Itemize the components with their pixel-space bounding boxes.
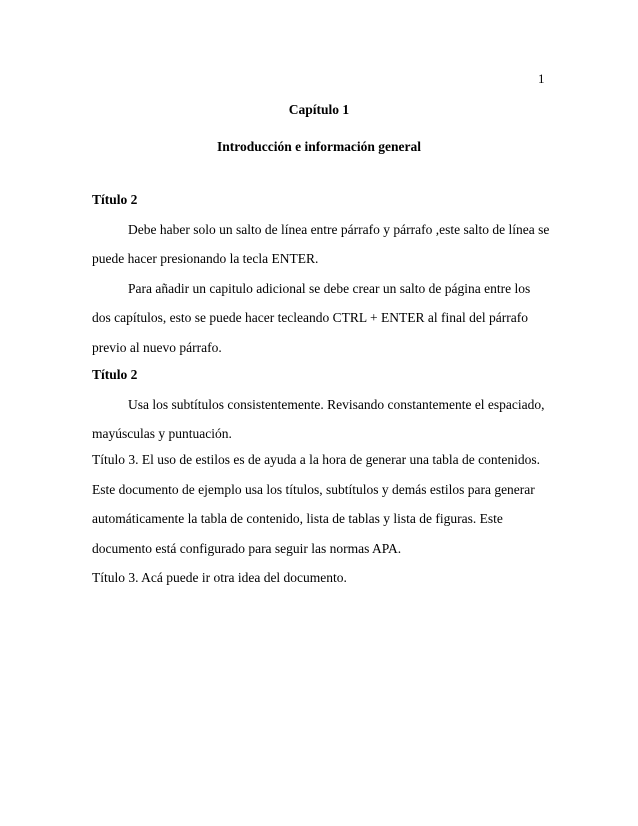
paragraph: Debe haber solo un salto de línea entre párrafo y párrafo ,este salto de línea se puede hacer presionando la tecla ENTER.	[92, 221, 550, 266]
paragraph: Para añadir un capitulo adicional se debe crear un salto de página entre los dos capítulos, esto se puede hacer tecleando CTRL + ENTER al final del párrafo previo al nuevo párrafo.	[92, 280, 531, 355]
chapter-subtitle: Introducción e información general	[216, 139, 422, 154]
paragraph: Título 3. Acá puede ir otra idea del documento.	[92, 570, 347, 585]
section-heading: Título 2	[92, 367, 138, 382]
section-2	[92, 360, 552, 449]
section-1	[92, 185, 552, 362]
section-3	[92, 445, 552, 593]
page-number: 1	[538, 71, 545, 86]
section-heading: Título 2	[92, 192, 138, 207]
chapter-title: Capítulo 1	[288, 102, 350, 117]
paragraph: Título 3. El uso de estilos es de ayuda a la hora de generar una tabla de contenidos. Este documento de ejemplo usa los títulos, subtítulos y demás estilos para generar automáticamente la tabla de contenido, lista de tablas y lista de figuras. Este documento está configurado para seguir las normas APA.	[92, 452, 540, 556]
paragraph: Usa los subtítulos consistentemente. Revisando constantemente el espaciado, mayúsculas y puntuación.	[92, 396, 545, 441]
